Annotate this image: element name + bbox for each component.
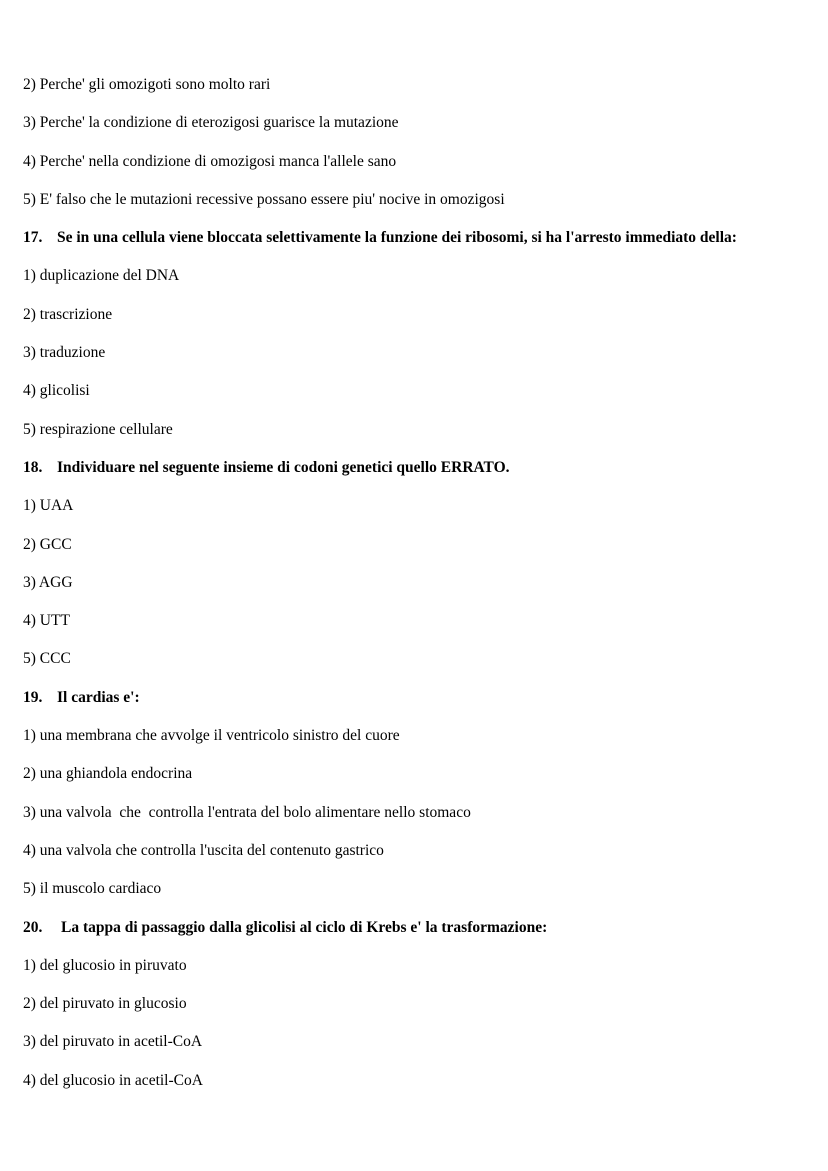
- answer-line: 1) una membrana che avvolge il ventricolo sinistro del cuore: [23, 727, 400, 745]
- question-number: 17.: [23, 229, 43, 247]
- question-number: 20.: [23, 918, 43, 936]
- question-19: [23, 686, 813, 724]
- question-text: Il cardias e':: [57, 688, 140, 706]
- answer-line: 2) Perche' gli omozigoti sono molto rari: [23, 76, 271, 93]
- question-text: Se in una cellula viene bloccata selettivamente la funzione dei ribosomi, si ha l'arresto immediato della:: [57, 229, 737, 247]
- answer-line: 5) il muscolo cardiaco: [23, 880, 162, 898]
- answer-line: 3) AGG: [23, 573, 73, 591]
- answer-line: 2) GCC: [23, 535, 72, 553]
- question-17: [23, 226, 813, 264]
- question-text: La tappa di passaggio dalla glicolisi al ciclo di Krebs e' la trasformazione:: [61, 918, 548, 936]
- answer-line: 3) del piruvato in acetil-CoA: [23, 1033, 203, 1051]
- answer-line: 2) trascrizione: [23, 305, 113, 323]
- answer-line: 3) una valvola che controlla l'entrata del bolo alimentare nello stomaco: [23, 803, 471, 821]
- answer-line: 5) E' falso che le mutazioni recessive possano essere piu' nocive in omozigosi: [23, 190, 505, 208]
- answer-line: 2) una ghiandola endocrina: [23, 765, 193, 783]
- answer-line: 1) del glucosio in piruvato: [23, 956, 187, 974]
- answer-line: 4) del glucosio in acetil-CoA: [23, 1071, 203, 1089]
- question-18: [23, 456, 813, 494]
- answer-line: 2) del piruvato in glucosio: [23, 995, 187, 1013]
- answer-line: 3) traduzione: [23, 344, 106, 362]
- question-text: Individuare nel seguente insieme di codoni genetici quello ERRATO.: [57, 458, 510, 476]
- answer-line: 1) UAA: [23, 497, 74, 515]
- answer-line: 3) Perche' la condizione di eterozigosi guarisce la mutazione: [23, 114, 399, 132]
- question-number: 18.: [23, 458, 43, 476]
- question-number: 19.: [23, 688, 43, 706]
- answer-line: 4) Perche' nella condizione di omozigosi manca l'allele sano: [23, 152, 397, 170]
- answer-line: 1) duplicazione del DNA: [23, 267, 180, 285]
- answer-line: 5) CCC: [23, 650, 71, 668]
- answer-line: 4) UTT: [23, 612, 70, 630]
- answer-line: 4) glicolisi: [23, 382, 90, 400]
- document-page: [23, 73, 813, 1107]
- answer-line: 5) respirazione cellulare: [23, 420, 173, 438]
- question-20: [23, 916, 813, 954]
- answer-line: 4) una valvola che controlla l'uscita del contenuto gastrico: [23, 841, 384, 859]
